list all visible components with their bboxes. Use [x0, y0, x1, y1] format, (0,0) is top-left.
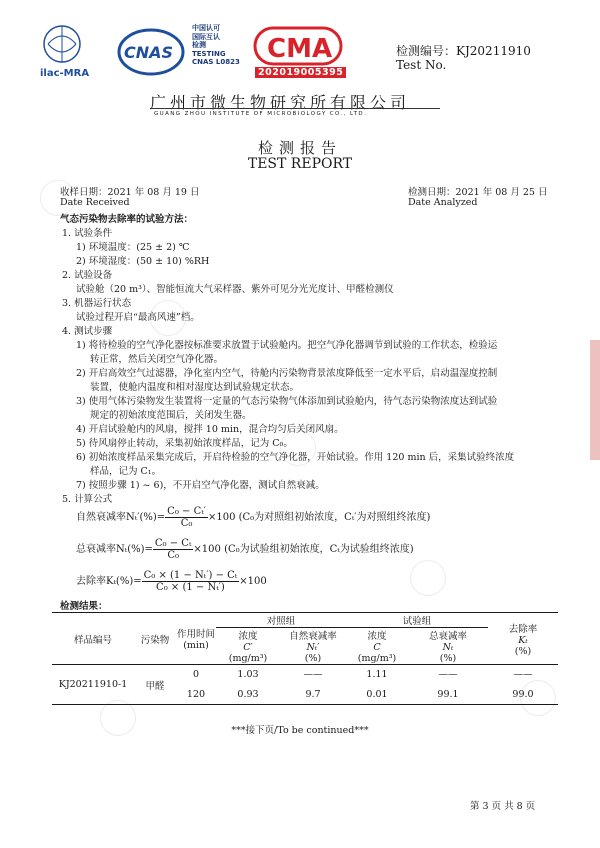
test-no-label: Test No. [396, 58, 447, 72]
date-received-en: Date Received [60, 197, 130, 208]
header-conc-test: 浓度 C (mg/m³) [357, 631, 397, 664]
header-sample: 样品编号 [73, 634, 112, 646]
cell-conc-control: 1.03 [237, 669, 259, 681]
svg-text:ilac-MRA: ilac-MRA [40, 68, 90, 79]
cell-removal: 99.0 [512, 688, 534, 700]
header-control-group: 对照组 [216, 613, 346, 628]
header-conc-control: 浓度 C′ (mg/m³) [228, 631, 268, 664]
step-3-line2: 规定的初始浓度范围后，关闭发生器。 [90, 410, 252, 421]
continued-note: ***接下页/To be continued*** [231, 725, 369, 736]
page-number: 第 3 页 共 8 页 [470, 801, 536, 812]
formula-natural-decay: 自然衰减率Nₜ′(%)= $\frac{\text{C₀ − Cₜ′}}{\text{C₀}}$ ×100 (C₀为对照组初始浓度，Cₜ′为对照组终浓度) [76, 506, 431, 529]
formula-total-decay: 总衰减率Nₜ(%)= $\frac{\text{C₀ − Cₜ}}{\text{C₀}}$ ×100 (C₀为试验组初始浓度，Cₜ为试验组终浓度) [76, 538, 414, 561]
cell-pollutant: 甲醛 [145, 680, 165, 692]
step-3-line1: 3) 使用气体污染物发生装置将一定量的气态污染物气体添加到试验舱内，待气态污染物浓度达到试验 [76, 396, 498, 407]
section-5: 5. 计算公式 [62, 494, 113, 505]
cell-removal: —— [513, 669, 533, 681]
step-1-line2: 转正常，然后关闭空气净化器。 [90, 354, 224, 365]
seal-stamp-edge [590, 340, 600, 460]
header-pollutant: 污染物 [140, 634, 170, 646]
formula-removal-rate: 去除率Kₜ(%)= $\frac{\text{C₀ × (1 − Nₜ′) − Cₜ}}{\text{C₀ × (1 − Nₜ′)}}$ ×100 [76, 570, 267, 593]
cell-total-decay: 99.1 [437, 688, 459, 700]
section-2: 2. 试验设备 [62, 270, 113, 281]
results-heading: 检测结果： [60, 601, 108, 612]
cell-time: 0 [192, 669, 200, 681]
institute-name-cn: 广州市微生物研究所有限公司 [150, 93, 411, 112]
watermark [410, 560, 446, 596]
results-table [52, 612, 558, 705]
step-6-line1: 6) 初始浓度样品采集完成后，开启待检验的空气净化器，开始试验。作用 120 min 后，采集试验终浓度 [76, 452, 515, 463]
cell-sample-id: KJ20211910-1 [58, 679, 128, 690]
machine-state: 试验过程开启“最高风速”档。 [76, 312, 200, 323]
equipment-list: 试验舱（20 m³）、智能恒流大气采样器、紫外可见分光光度计、甲醛检测仪 [76, 284, 394, 295]
cnas-accreditation-text: 中国认可 国际互认 检测 TESTING CNAS L0823 [192, 24, 240, 66]
svg-text:CMA: CMA [267, 34, 333, 64]
header-removal: 去除率 Kₜ (%) [508, 623, 538, 657]
section-4: 4. 测试步骤 [62, 326, 113, 337]
date-received-cn: 收样日期：2021 年 08 月 19 日 [60, 187, 200, 198]
step-2-line2: 装置，使舱内温度和相对湿度达到试验规定状态。 [90, 382, 300, 393]
institute-divider [150, 108, 440, 109]
title-en: TEST REPORT [247, 156, 353, 172]
date-analyzed-cn: 检测日期：2021 年 08 月 25 日 [408, 187, 548, 198]
method-heading: 气态污染物去除率的试验方法： [60, 214, 194, 225]
step-1-line1: 1) 将待检验的空气净化器按标准要求放置于试验舱内。把空气净化器调节到试验的工作状态，检验运 [76, 340, 498, 351]
step-7: 7) 按照步骤 1) ~ 6)，不开启空气净化器，测试自然衰减。 [76, 480, 325, 491]
section-1: 1. 试验条件 [62, 228, 113, 239]
cnas-logo [116, 24, 186, 79]
date-analyzed-en: Date Analyzed [408, 197, 478, 208]
table-row [52, 665, 558, 685]
cell-natural-decay: 9.7 [305, 688, 321, 700]
cell-total-decay: —— [438, 669, 458, 681]
condition-temp: 1) 环境温度：(25 ± 2) ℃ [76, 242, 190, 253]
header-natural-decay: 自然衰减率 Nₜ′ (%) [289, 631, 337, 664]
step-4: 4) 开启试验舱内的风扇，搅拌 10 min，混合均匀后关闭风扇。 [76, 424, 344, 435]
cell-conc-control: 0.93 [237, 688, 259, 700]
cell-natural-decay: —— [303, 669, 323, 681]
cell-conc-test: 0.01 [366, 688, 388, 700]
report-number: 检测编号：KJ20211910 [396, 44, 531, 58]
step-5: 5) 待风扇停止转动，采集初始浓度样品，记为 C₀。 [76, 438, 293, 449]
institute-name-en: GUANG ZHOU INSTITUTE OF MICROBIOLOGY CO., LTD. [154, 111, 368, 117]
cell-time: 120 [186, 688, 206, 700]
ilac-mra-logo [40, 22, 110, 82]
condition-humidity: 2) 环境湿度：(50 ± 10) %RH [76, 256, 210, 267]
step-6-line2: 样品，记为 C₁。 [90, 466, 162, 477]
title-cn: 检测报告 [257, 139, 342, 157]
cma-number: 202019005395 [255, 67, 346, 78]
header-time: 作用时间(min) [176, 629, 215, 651]
header-total-decay: 总衰减率 Nₜ (%) [428, 631, 467, 664]
svg-text:CNAS: CNAS [124, 43, 174, 62]
cell-conc-test: 1.11 [366, 669, 388, 681]
step-2-line1: 2) 开启高效空气过滤器，净化室内空气，待舱内污染物背景浓度降低至一定水平后，启动温湿度控制 [76, 368, 498, 379]
header-test-group: 试验组 [346, 613, 488, 628]
section-3: 3. 机器运行状态 [62, 298, 132, 309]
